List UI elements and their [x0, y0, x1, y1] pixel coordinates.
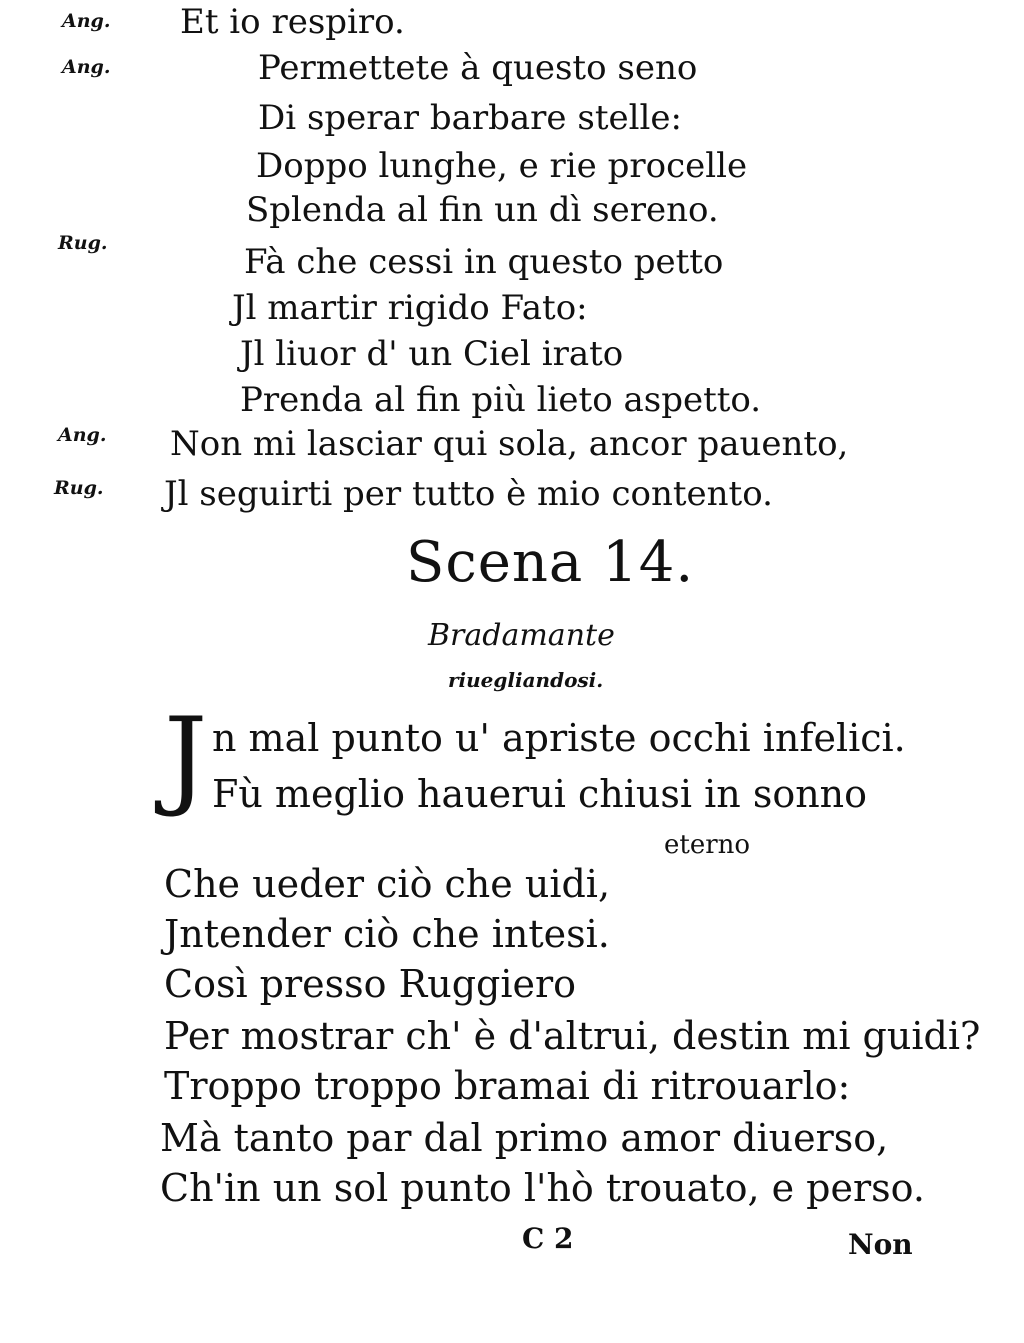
scene-heading: Scena 14.: [406, 530, 695, 595]
character-name: Bradamante: [428, 618, 615, 653]
catchword: Non: [848, 1228, 913, 1261]
verse-line: Per mostrar ch' è d'altrui, destin mi guidi?: [164, 1014, 981, 1058]
speaker-label: Ang.: [62, 10, 111, 32]
verse-line: Jntender ciò che intesi.: [164, 912, 610, 956]
speaker-label: Ang.: [62, 56, 111, 78]
signature-mark: C 2: [522, 1222, 574, 1255]
verse-line: Ch'in un sol punto l'hò trouato, e perso.: [160, 1166, 925, 1210]
verse-line: Splenda al fin un dì sereno.: [246, 190, 719, 230]
verse-line: Permettete à questo seno: [258, 48, 698, 88]
verse-line: Fù meglio hauerui chiusi in sonno: [212, 772, 868, 816]
verse-line: Troppo troppo bramai di ritrouarlo:: [164, 1064, 851, 1108]
verse-line: n mal punto u' apriste occhi infelici.: [212, 716, 906, 760]
speaker-label: Rug.: [58, 232, 108, 254]
speaker-label: Ang.: [58, 424, 107, 446]
verse-line: Jl seguirti per tutto è mio contento.: [164, 474, 773, 514]
verse-line: Che ueder ciò che uidi,: [164, 862, 611, 906]
verse-line: Jl martir rigido Fato:: [232, 288, 588, 328]
verse-line-turnover: eterno: [664, 830, 751, 860]
verse-line: Prenda al fin più lieto aspetto.: [240, 380, 762, 420]
verse-line: Et io respiro.: [180, 2, 405, 42]
verse-line: Fà che cessi in questo petto: [244, 242, 724, 282]
verse-line: Di sperar barbare stelle:: [258, 98, 682, 138]
speaker-label: Rug.: [54, 477, 104, 499]
verse-line: Doppo lunghe, e rie procelle: [256, 146, 748, 186]
verse-line: Jl liuor d' un Ciel irato: [240, 334, 624, 374]
verse-line: Non mi lasciar qui sola, ancor pauento,: [170, 424, 849, 464]
stage-direction: riuegliandosi.: [448, 668, 604, 692]
verse-line: Così presso Ruggiero: [164, 962, 577, 1006]
verse-line: Mà tanto par dal primo amor diuerso,: [160, 1116, 889, 1160]
drop-cap: J: [164, 695, 208, 820]
